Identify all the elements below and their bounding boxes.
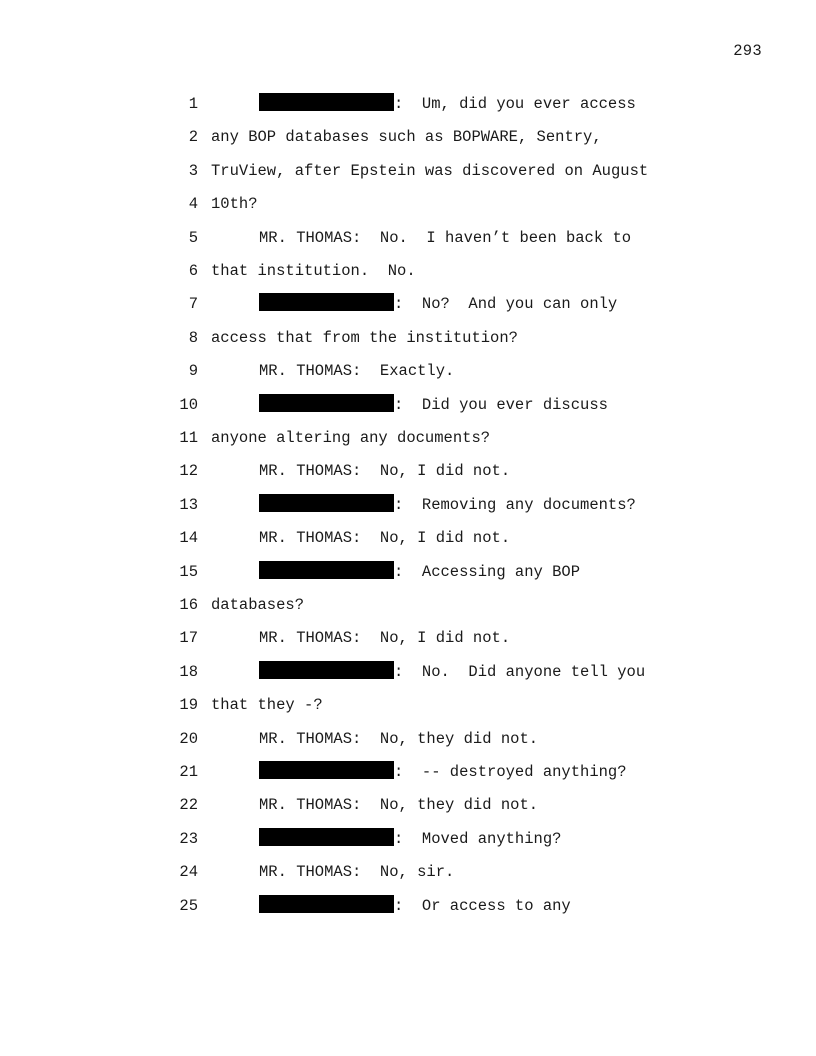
line-number: 6 <box>188 262 198 280</box>
transcript-line <box>0 861 816 883</box>
line-text <box>259 293 617 315</box>
transcript-line <box>0 394 816 416</box>
line-number: 23 <box>179 829 198 848</box>
line-text <box>259 527 510 549</box>
line-number: 20 <box>179 729 198 748</box>
transcript-line <box>0 193 816 215</box>
redaction-bar <box>259 761 394 779</box>
line-number: 5 <box>188 228 198 247</box>
line-content: MR. THOMAS: No, I did not. <box>259 529 511 548</box>
line-text <box>211 594 304 616</box>
transcript-line <box>0 527 816 549</box>
line-number: 18 <box>179 662 198 681</box>
transcript-line <box>0 260 816 282</box>
line-content: TruView, after Epstein was discovered on August <box>211 161 649 180</box>
redaction-bar <box>259 93 394 111</box>
line-text <box>259 828 561 850</box>
page-number: 293 <box>733 42 762 60</box>
transcript-line <box>0 627 816 649</box>
line-text <box>259 394 608 416</box>
redaction-bar <box>259 394 394 412</box>
redaction-bar <box>259 293 394 311</box>
transcript-line <box>0 93 816 115</box>
transcript-line <box>0 828 816 850</box>
redaction-bar <box>259 895 394 913</box>
line-text <box>259 861 454 883</box>
line-content: MR. THOMAS: No, sir. <box>259 863 455 882</box>
line-number: 8 <box>188 328 198 347</box>
line-content: : -- destroyed anything? <box>394 763 627 781</box>
line-content: MR. THOMAS: No, they did not. <box>259 796 539 815</box>
redaction-bar <box>259 828 394 846</box>
line-content: databases? <box>211 596 305 614</box>
line-content: : Um, did you ever access <box>394 95 636 113</box>
line-content: anyone altering any documents? <box>211 429 491 447</box>
line-text <box>211 260 416 282</box>
transcript-line <box>0 594 816 616</box>
line-content: MR. THOMAS: Exactly. <box>259 362 455 381</box>
line-number: 12 <box>179 462 198 481</box>
transcript-line <box>0 794 816 816</box>
line-text <box>259 227 631 249</box>
line-text <box>211 427 490 449</box>
line-number: 14 <box>179 529 198 548</box>
line-text <box>259 761 627 783</box>
transcript-line <box>0 227 816 249</box>
line-content: any BOP databases such as BOPWARE, Sentry, <box>211 128 602 147</box>
line-text <box>259 794 538 816</box>
line-content: : Moved anything? <box>394 829 562 848</box>
line-text <box>259 661 645 683</box>
line-text <box>211 160 648 182</box>
line-text <box>211 193 258 215</box>
redaction-bar <box>259 661 394 679</box>
line-number: 16 <box>179 596 198 614</box>
line-text <box>259 360 454 382</box>
transcript-line <box>0 427 816 449</box>
transcript-line <box>0 293 816 315</box>
line-number: 15 <box>179 562 198 581</box>
transcript-line <box>0 360 816 382</box>
line-number: 7 <box>188 295 198 314</box>
line-content: : Accessing any BOP <box>394 562 581 581</box>
line-content: that they -? <box>211 696 323 715</box>
line-number: 1 <box>188 95 198 113</box>
line-content: 10th? <box>211 195 258 214</box>
line-content: that institution. No. <box>211 262 416 280</box>
line-content: : Or access to any <box>394 896 571 915</box>
line-number: 25 <box>179 896 198 915</box>
line-content: : No. Did anyone tell you <box>394 662 646 681</box>
line-number: 3 <box>188 161 198 180</box>
transcript-line <box>0 460 816 482</box>
line-text <box>259 93 636 115</box>
redaction-bar <box>259 494 394 512</box>
line-number: 17 <box>179 629 198 648</box>
line-text <box>259 728 538 750</box>
line-number: 13 <box>179 495 198 514</box>
transcript-line <box>0 327 816 349</box>
line-number: 10 <box>179 395 198 414</box>
line-content: MR. THOMAS: No, they did not. <box>259 729 539 748</box>
line-number: 21 <box>179 763 198 781</box>
line-content: : No? And you can only <box>394 295 618 314</box>
line-number: 4 <box>188 195 198 214</box>
line-text <box>259 627 510 649</box>
line-content: : Removing any documents? <box>394 495 636 514</box>
transcript-line <box>0 661 816 683</box>
line-number: 11 <box>179 429 198 447</box>
line-content: : Did you ever discuss <box>394 395 608 414</box>
line-number: 19 <box>179 696 198 715</box>
transcript-line <box>0 895 816 917</box>
line-text <box>259 494 636 516</box>
line-content: MR. THOMAS: No, I did not. <box>259 629 511 648</box>
line-number: 24 <box>179 863 198 882</box>
line-text <box>211 126 602 148</box>
line-text <box>211 694 323 716</box>
line-content: access that from the institution? <box>211 328 518 347</box>
transcript-line <box>0 561 816 583</box>
transcript-line <box>0 761 816 783</box>
transcript-line <box>0 160 816 182</box>
line-text <box>259 895 571 917</box>
line-text <box>211 327 518 349</box>
transcript-line <box>0 728 816 750</box>
line-content: MR. THOMAS: No, I did not. <box>259 462 511 481</box>
line-number: 9 <box>188 362 198 381</box>
line-content: MR. THOMAS: No. I haven’t been back to <box>259 228 632 247</box>
line-text <box>259 460 510 482</box>
line-text <box>259 561 580 583</box>
transcript-line <box>0 126 816 148</box>
line-number: 2 <box>188 128 198 147</box>
line-number: 22 <box>179 796 198 815</box>
redaction-bar <box>259 561 394 579</box>
transcript-line <box>0 494 816 516</box>
transcript-line <box>0 694 816 716</box>
